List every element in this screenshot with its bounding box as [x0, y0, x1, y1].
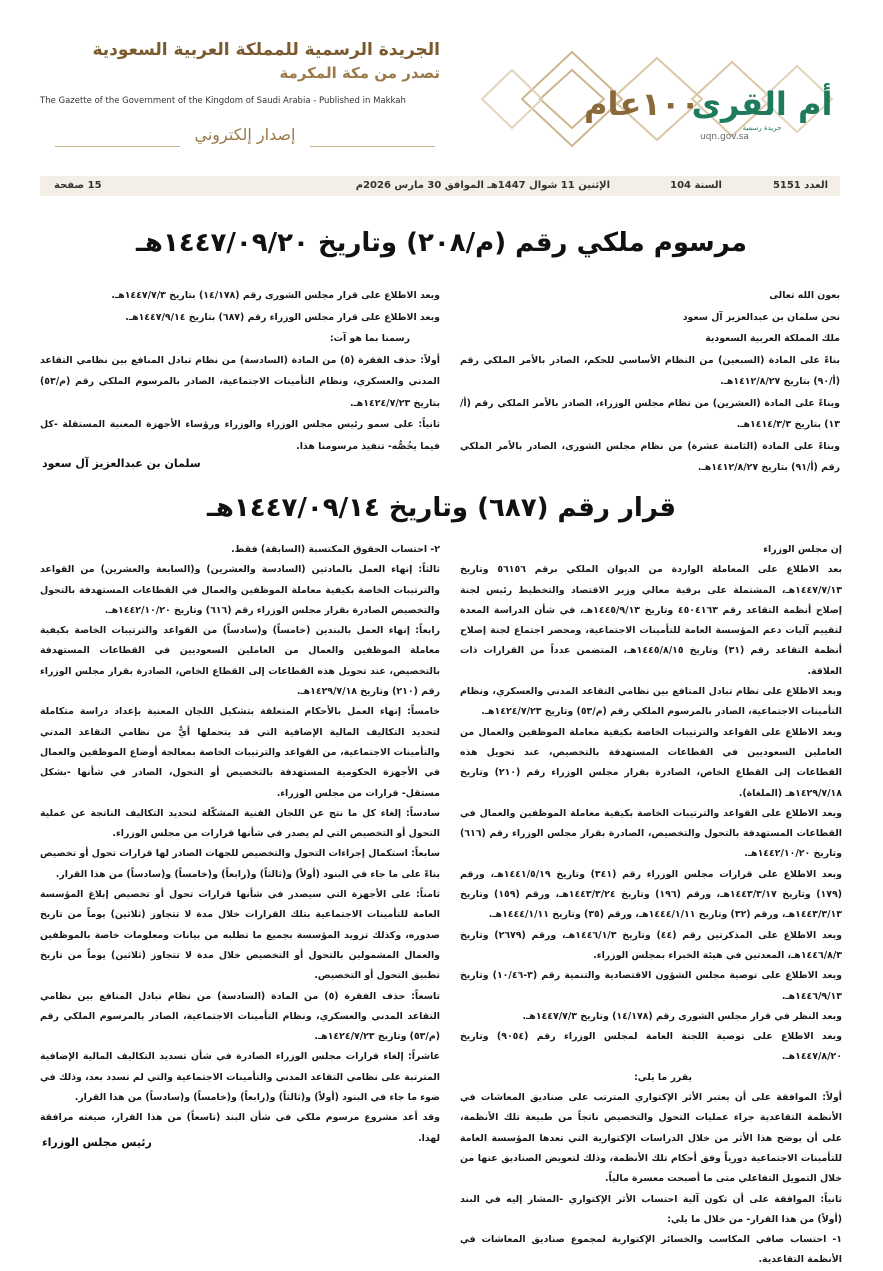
resolution-paragraph: إن مجلس الوزراء: [763, 544, 842, 555]
decree-paragraph: بناءً على المادة (السبعين) من النظام الأساسي للحكم، الصادر بالأمر الملكي رقم (أ/٩٠) بتاريخ ١٤١٢/٨/٢٧هـ.: [460, 354, 840, 387]
logo-tag-text: جريدة رسمية: [742, 124, 782, 132]
decree-paragraph: ثانياً: على سمو رئيس مجلس الوزراء والوزراء ورؤساء الأجهزة المعنية المستقلة -كل فيما يخُصُّه- تنفيذ مرسومنا هذا.: [40, 419, 440, 452]
umm-al-qura-logo: [462, 40, 842, 158]
decree-paragraph: نحن سلمان بن عبدالعزيز آل سعود: [682, 311, 840, 323]
resolution-paragraph: وقد أعد مشروع مرسوم ملكي في شأن البند (تاسعاً) من هذا القرار، صيغته مرافقة لهذا.: [40, 1112, 440, 1144]
decree-right-column: [460, 285, 840, 479]
resolution-paragraph: وبعد الاطلاع على القواعد والترتيبات الخاصة بكيفية معاملة الموظفين والعمال في القطاعات المستهدفة بالتحول والتخصيص، الصادرة بقرار مجلس الوزراء رقم (٦١٦) وتاريخ ١٤٤٢/١٠/٢٠هـ.: [460, 807, 842, 860]
issue-date: الإثنين 11 شوال 1447هـ الموافق 30 مارس 2026م: [355, 180, 610, 191]
resolution-paragraph: بعد الاطلاع على المعاملة الواردة من الديوان الملكي برقم ٥٦١٥٦ وتاريخ ١٤٤٧/٧/١٣هـ، المشتملة على برقية معالي وزير الاقتصاد والتخطيط رئيس لجنة إصلاح أنظمة التقاعد رقم ٤٥٠٤١٦٣ وتاريخ ١٤٤٥/٩/١٣هـ، في شأن الدراسة المعدة لتقييم آليات دعم المؤسسة العامة للتأمينات الاجتماعية، ومحضر اجتماع لجنة إصلاح أنظمة التقاعد رقم (٣١) وتاريخ ١٤٤٥/٨/١٥هـ، المتضمن عدداً من القرارات ذات العلاقة.: [460, 564, 842, 677]
resolution-paragraph: وبعد النظر في قرار مجلس الشورى رقم (١٤/١٧٨) وتاريخ ١٤٤٧/٧/٣هـ.: [522, 1010, 842, 1022]
resolution-right-column: [460, 540, 842, 1271]
resolution-paragraph: وبعد الاطلاع على توصية اللجنة العامة لمجلس الوزراء رقم (٩٠٥٤) وتاريخ ١٤٤٧/٨/٢٠هـ.: [460, 1031, 842, 1063]
decree-paragraph: بعون الله تعالى: [769, 290, 840, 301]
resolution-paragraph: سادساً: إلغاء كل ما نتج عن اللجان الفنية المشكّلة لتحديد التكاليف الناتجة عن عملية التحول أو التخصيص التي لم يصدر في شأنها قرارات من مجلس الوزراء.: [40, 807, 440, 840]
electronic-edition-label: إصدار إلكتروني: [194, 125, 296, 144]
logo-url: uqn.gov.sa: [700, 132, 749, 142]
resolution-title: قرار رقم (٦٨٧) وتاريخ ١٤٤٧/٠٩/١٤هـ: [206, 493, 677, 523]
resolution-paragraph: ثالثاً: إنهاء العمل بالمادتين (السادسة والعشرين) و(السابعة والعشرين) من القواعد والترتيبات الخاصة بكيفية معاملة الموظفين والعمال في القطاعات المستهدفة بالتحول والتخصيص الصادرة بقرار مجلس الوزراء رقم (٦١٦) وتاريخ ١٤٤٢/١٠/٢٠هـ.: [40, 564, 440, 616]
resolution-paragraph: عاشراً: إلغاء قرارات مجلس الوزراء الصادرة في شأن تسديد التكاليف المالية الإضافية المترتبة على نظامي التقاعد المدني والتأمينات الاجتماعية والتي لم تسدد بعد، وذلك في ضوء ما جاء في البنود (أولاً) و(ثالثاً) و(رابعاً) و(خامساً) و(سادساً) من هذا القرار.: [40, 1051, 440, 1104]
decree-paragraph: وبناءً على المادة (العشرين) من نظام مجلس الوزراء، الصادر بالأمر الملكي رقم (أ/١٣) بتاريخ ١٤١٤/٣/٣هـ.: [460, 397, 840, 430]
resolution-paragraph: سابعاً: استكمال إجراءات التحول والتخصيص للجهات الصادر لها قرارات تحول أو تخصيص بناءً على ما جاء في البنود (أولاً) و(ثالثاً) و(رابعاً) و(خامساً) و(سادساً) من هذا القرار.: [40, 848, 440, 880]
logo-name-text: أم القرى: [691, 85, 833, 123]
resolution-paragraph: رابعاً: إنهاء العمل بالبندين (خامساً) و(سادساً) من القواعد والترتيبات الخاصة بكيفية معاملة الموظفين والعمال من العاملين السعوديين في القطاعات المستهدفة بالتخصيص، عند تحويل هذه القطاعات إلى القطاع الخاص، الصادرة بقرار مجلس الوزراء رقم (٢١٠) وتاريخ ١٤٢٩/٧/١٨هـ.: [40, 625, 440, 698]
gazette-english-title: The Gazette of the Government of the Kingdom of Saudi Arabia - Published in Makkah: [40, 96, 406, 106]
decree-paragraph: رسمنا بما هو آت:: [329, 333, 410, 344]
resolution-paragraph: وبعد الاطلاع على نظام تبادل المنافع بين نظامي التقاعد المدني والعسكري، ونظام التأمينات الاجتماعية، الصادر بالمرسوم الملكي رقم (م/٥٣) وتاريخ ١٤٢٤/٧/٢٣هـ.: [460, 686, 842, 718]
edition-divider-left: [55, 146, 180, 147]
edition-divider-right: [310, 146, 435, 147]
masthead-text: [40, 40, 440, 106]
issue-info-bar: [40, 176, 840, 196]
resolution-signature: رئيس مجلس الوزراء: [42, 1136, 152, 1149]
resolution-left-column: [40, 540, 440, 1149]
resolution-paragraph: خامساً: إنهاء العمل بالأحكام المتعلقة بتشكيل اللجان المعنية بإعداد دراسة متكاملة لتحديد التكاليف المالية الإضافية التي قد يتحملها أيٌّ من نظامي التقاعد المدني والتأمينات الاجتماعية، من القواعد والترتيبات الخاصة بمعالجة أوضاع الموظفين والعمال في الأجهزة الحكومية المستهدفة بالتخصيص أو التحول، الصادر في شأنها -بشكل مستقل- قرارات من مجلس الوزراء.: [40, 706, 440, 799]
resolution-paragraph: ٢- احتساب الحقوق المكتسبة (السابقة) فقط.: [231, 544, 440, 555]
decree-paragraph: ملك المملكة العربية السعودية: [705, 333, 840, 344]
decree-left-column: [40, 285, 440, 457]
year-number: السنة 104: [670, 180, 722, 191]
decree-paragraph: وبناءً على المادة (الثامنة عشرة) من نظام مجلس الشورى، الصادر بالأمر الملكي رقم (أ/٩١) بتاريخ ١٤١٢/٨/٢٧هـ.: [460, 440, 840, 473]
logo-wordmark: [584, 83, 832, 132]
resolution-paragraph: وبعد الاطلاع على توصية مجلس الشؤون الاقتصادية والتنمية رقم (٣-١٠/٤٦) وتاريخ ١٤٤٦/٩/١٣هـ.: [460, 970, 842, 1002]
resolution-paragraph: ١- احتساب صافي المكاسب والخسائر الإكتوارية لمجموع صناديق المعاشات في الأنظمة التقاعدية.: [460, 1234, 842, 1266]
resolution-paragraph: يقرر ما يلي:: [634, 1071, 692, 1083]
decree-signature: سلمان بن عبدالعزيز آل سعود: [42, 457, 201, 470]
resolution-paragraph: ثانياً: الموافقة على أن تكون آلية احتساب الأثر الإكتواري -المشار إليه في البند (أولاً) من هذا القرار- من خلال ما يلي:: [460, 1193, 842, 1225]
resolution-paragraph: وبعد الاطلاع على القواعد والترتيبات الخاصة بكيفية معاملة الموظفين والعمال من العاملين السعوديين في القطاعات المستهدفة بالتخصيص، عند تحويل هذه القطاعات إلى القطاع الخاص، الصادرة بقرار مجلس الوزراء رقم (٢١٠) وتاريخ ١٤٢٩/٧/١٨هـ (الملغاة).: [460, 726, 842, 799]
decree-title: مرسوم ملكي رقم (م/٢٠٨) وتاريخ ١٤٤٧/٠٩/٢٠هـ: [136, 228, 747, 258]
decree-paragraph: وبعد الاطلاع على قرار مجلس الشورى رقم (١٤/١٧٨) بتاريخ ١٤٤٧/٧/٣هـ.: [111, 290, 440, 301]
issue-number: العدد 5151: [772, 180, 828, 191]
gazette-arabic-title: الجريدة الرسمية للمملكة العربية السعودية: [92, 40, 440, 60]
decree-paragraph: أولاً: حذف الفقرة (٥) من المادة (السادسة) من نظام تبادل المنافع بين نظامي التقاعد المدني والعسكري، ونظام التأمينات الاجتماعية، الصادر بالمرسوم الملكي رقم (م/٥٣) بتاريخ ١٤٢٤/٧/٢٣هـ.: [40, 354, 440, 409]
logo-years-text: ١٠٠عام: [584, 85, 700, 123]
page-count: 15 صفحة: [54, 180, 102, 191]
resolution-paragraph: تاسعاً: حذف الفقرة (٥) من المادة (السادسة) من نظام تبادل المنافع بين نظامي التقاعد المدني والعسكري، ونظام التأمينات الاجتماعية، الصادر بالمرسوم الملكي رقم (م/٥٣) وتاريخ ١٤٢٤/٧/٢٣هـ.: [40, 990, 440, 1043]
decree-paragraph: وبعد الاطلاع على قرار مجلس الوزراء رقم (٦٨٧) بتاريخ ١٤٤٧/٩/١٤هـ.: [125, 311, 440, 323]
resolution-paragraph: ثامناً: على الأجهزة التي سيصدر في شأنها قرارات تحول أو تخصيص إبلاغ المؤسسة العامة للتأمينات الاجتماعية بتلك القرارات خلال مدة لا تتجاوز (ثلاثين) يوماً من تاريخ صدوره، وكذلك تزويد المؤسسة بجميع ما تطلبه من بيانات ومعلومات خاصة بالموظفين والعمال المشمولين بالتحول أو التخصيص خلال مدة لا تتجاوز (ثلاثين) يوماً من تاريخ تطبيق التحول أو التخصيص.: [40, 889, 440, 982]
gazette-arabic-subtitle: تصدر من مكة المكرمة: [279, 64, 440, 82]
resolution-paragraph: وبعد الاطلاع على قرارات مجلس الوزراء رقم (٣٤١) وتاريخ ١٤٤١/٥/١٩هـ، ورقم (١٧٩) وتاريخ ١٤٤٣/٣/١٧هـ، ورقم (١٩٦) وتاريخ ١٤٤٣/٣/٢٤هـ، ورقم (١٥٩) وتاريخ ١٤٤٣/٣/١٣هـ، ورقم (٣٢) وتاريخ ١٤٤٤/١/١١هـ، ورقم (٣٥) وتاريخ ١٤٤٤/١/١١هـ.: [460, 868, 842, 921]
resolution-paragraph: وبعد الاطلاع على المذكرتين رقم (٤٤) وتاريخ ١٤٤٦/١/٣هـ، ورقم (٢٦٧٩) وتاريخ ١٤٤٦/٨/٣هـ، المعدتين في هيئة الخبراء بمجلس الوزراء.: [460, 929, 843, 961]
resolution-paragraph: أولاً: الموافقة على أن يعتبر الأثر الإكتواري المترتب على صناديق المعاشات في الأنظمة التقاعدية جراء عمليات التحول والتخصيص ناتجاً من طبيعة تلك الأنظمة، على أن يوضح هذا الأثر من خلال الدراسات الإكتوارية التي تعدها المؤسسة العامة للتأمينات الاجتماعية دورياً وفق أحكام تلك الأنظمة، وذلك لتعويض الصناديق عنها من خلال التمويل التفاعلي متى ما أصبحت معسرة مالياً.: [460, 1092, 842, 1185]
